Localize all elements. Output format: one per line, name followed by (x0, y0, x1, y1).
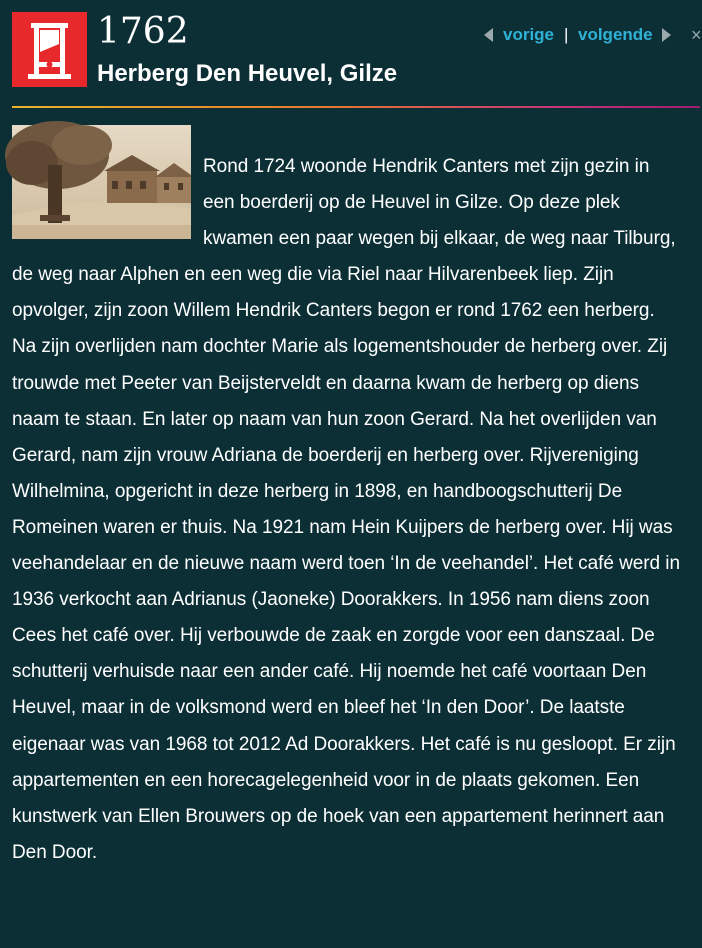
next-link[interactable]: volgende (578, 25, 653, 44)
previous-link[interactable]: vorige (503, 25, 555, 44)
header-divider (12, 106, 700, 108)
historic-photo (12, 125, 191, 239)
guillotine-icon (12, 12, 87, 87)
chevron-right-icon[interactable] (662, 28, 671, 42)
nav-separator: | (564, 25, 569, 44)
chevron-left-icon[interactable] (484, 28, 493, 42)
pagination-nav (484, 24, 700, 48)
page-title: Herberg Den Heuvel, Gilze (97, 60, 398, 87)
article-body (12, 124, 680, 871)
article-text: Rond 1724 woonde Hendrik Canters met zijn gezin in een boerderij op de Heuvel in Gilze. Op deze plek kwamen een paar wegen bij elkaar, de weg naar Tilburg, de weg naar Alphen en een weg die via Riel naar Hilvarenbeek liep. Zijn opvolger, zijn zoon Willem Hendrik Canters begon er rond 1762 een herberg. Na zijn overlijden nam dochter Marie als logementshouder de herberg over. Zij trouwde met Peeter van Beijsterveldt en daarna kwam de herberg op diens naam te staan. En later op naam van hun zoon Gerard. Na het overlijden van Gerard, nam zijn vrouw Adriana de boerderij en herberg over. Rijvereniging Wilhelmina, opgericht in deze herberg in 1898, en handboogschutterij De Romeinen waren er thuis. Na 1921 nam Hein Kuijpers de herberg over. Hij was veehandelaar en de nieuwe naam werd toen ‘In de veehandel’. Het café werd in 1936 verkocht aan Adrianus (Jaoneke) Doorakkers. In 1956 nam diens zoon Cees het café over. Hij verbouwde de zaak en zorgde voor een danszaal. De schutterij verhuisde naar een ander café. Hij noemde het café voortaan Den Heuvel, maar in de volksmond werd en bleef het ‘In den Door’. De laatste eigenaar was van 1968 tot 2012 Ad Doorakkers. Het café is nu gesloopt. Er zijn appartementen en een horecagelegenheid voor in de plaats gekomen. Een kunstwerk van Ellen Brouwers op de hoek van een appartement herinnert aan Den Door. (12, 156, 680, 863)
event-year: 1762 (97, 11, 189, 52)
close-icon[interactable]: × (691, 25, 702, 45)
header (0, 0, 700, 100)
